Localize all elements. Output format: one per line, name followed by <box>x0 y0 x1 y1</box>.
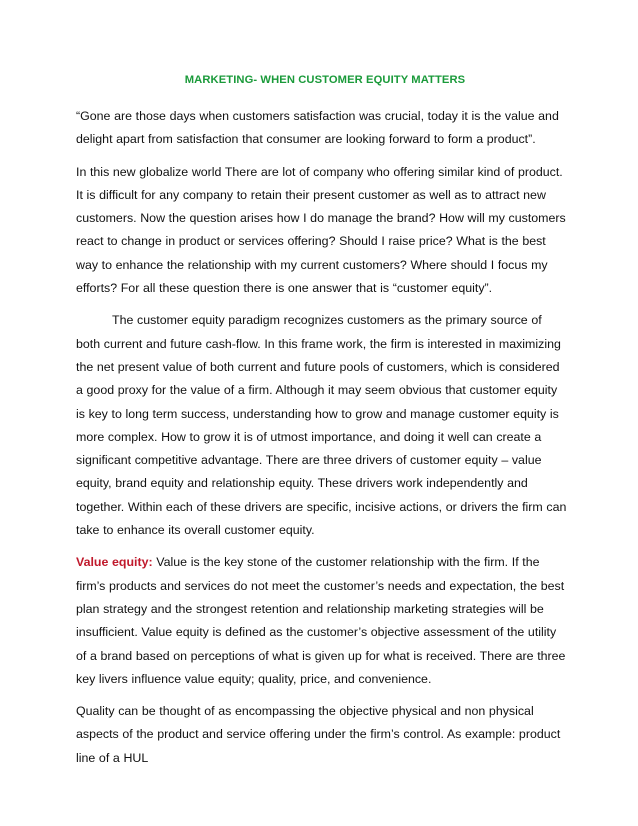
intro-paragraph: In this new globalize world There are lot of company who offering similar kind of product. It is difficult for any company to retain their present customer as well as to attract new customers. Now the question arises how I do manage the brand? How will my customers react to change in product or services offering? Should I raise price? What is the best way to enhance the relationship with my current customers? Where should I focus my efforts? For all these question there is one answer that is “customer equity”. <box>76 164 566 296</box>
quote-paragraph: “Gone are those days when customers satisfaction was crucial, today it is the value and delight apart from satisfaction that consumer are looking forward to form a product”. <box>76 109 559 147</box>
value-equity-text: Value is the key stone of the customer relationship with the firm. If the firm’s products and services do not meet the customer’s needs and expectation, the best plan strategy and the strongest retention and relationship marketing strategies will be insufficient. Value equity is defined as the customer’s objective assessment of the utility of a brand based on perceptions of what is given up for what is received. There are three key livers influence value equity; quality, price, and convenience. <box>76 555 566 686</box>
customer-equity-paragraph: The customer equity paradigm recognizes customers as the primary source of both current and future cash-flow. In this frame work, the firm is interested in maximizing the net present value of both current and future pools of customers, which is considered a good proxy for the value of a firm. Although it may seem obvious that customer equity is key to long term success, understanding how to grow and manage customer equity is more complex. How to grow it is of utmost importance, and doing it well can create a significant competitive advantage. There are three drivers of customer equity – value equity, brand equity and relationship equity. These drivers work independently and together. Within each of these drivers are specific, incisive actions, or drivers the firm can take to enhance its overall customer equity. <box>76 313 567 538</box>
value-equity-label: Value equity: <box>76 555 153 570</box>
value-equity-paragraph <box>76 551 568 691</box>
document-title: MARKETING- WHEN CUSTOMER EQUITY MATTERS <box>184 74 466 86</box>
quality-paragraph: Quality can be thought of as encompassing the objective physical and non physical aspects of the product and service offering under the firm’s control. As example: product line of a HUL <box>76 704 561 765</box>
